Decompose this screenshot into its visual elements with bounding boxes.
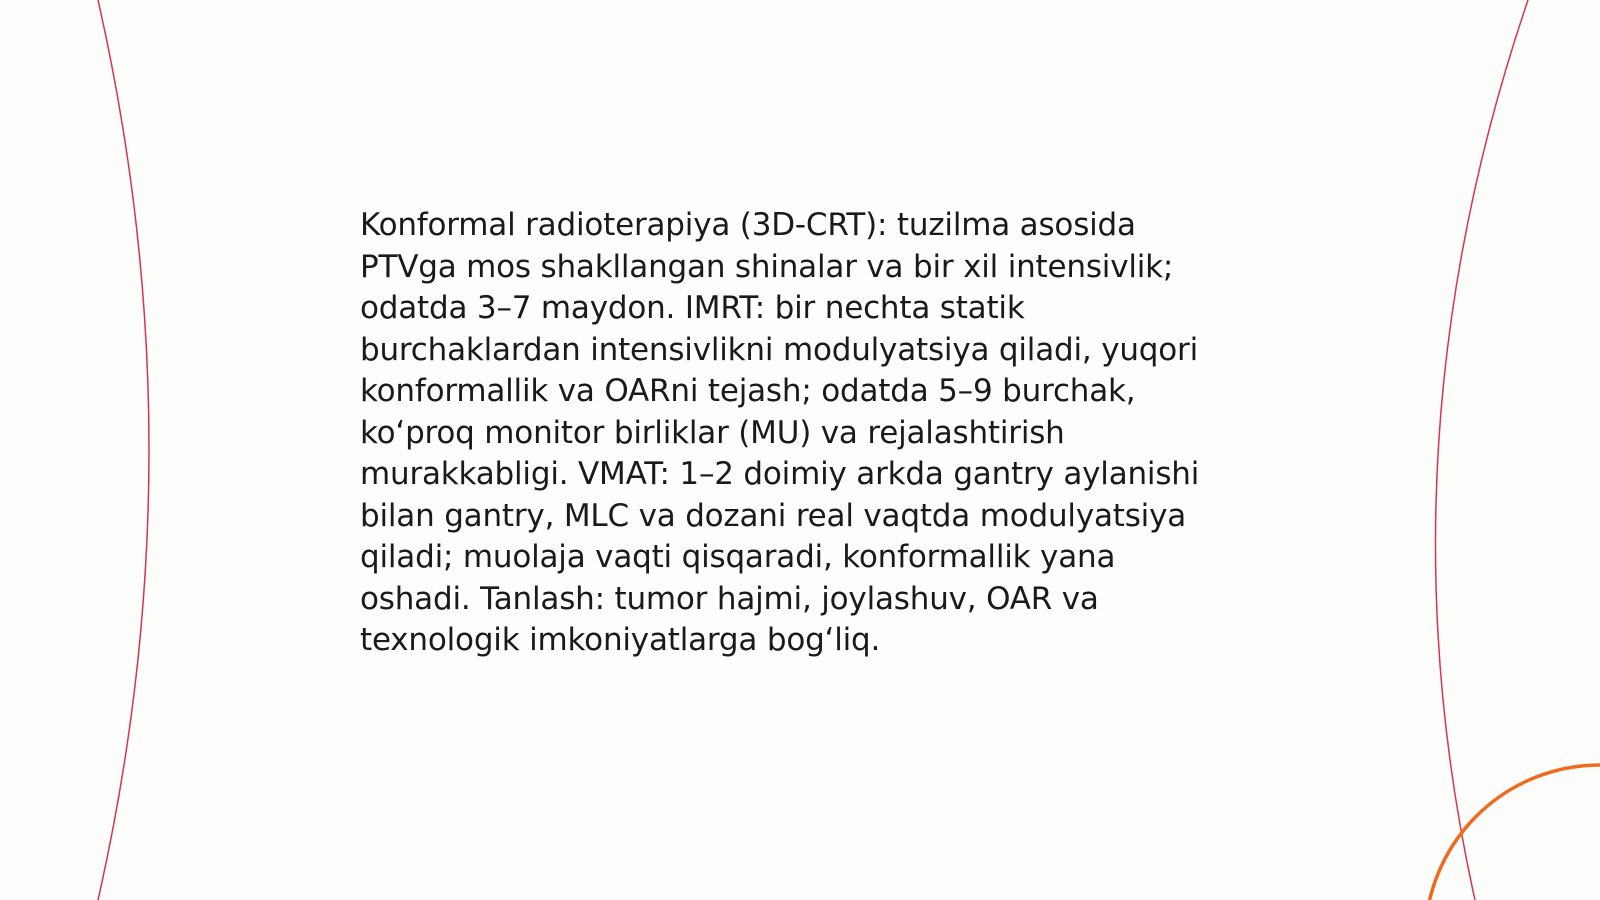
bottom-right-orange-arc	[1425, 765, 1600, 900]
right-red-arc	[1435, 0, 1528, 900]
slide-body-text: Konformal radioterapiya (3D-CRT): tuzilma asosida PTVga mos shakllangan shinalar va bir xil intensivlik; odatda 3–7 maydon. IMRT: bir nechta statik burchaklardan intensivlikni modulyatsiya qiladi, yuqori konformallik va OARni tejash; odatda 5–9 burchak, koʻproq monitor birliklar (MU) va rejalashtirish murakkabligi. VMAT: 1–2 doimiy arkda gantry aylanishi bilan gantry, MLC va dozani real vaqtda modulyatsiya qiladi; muolaja vaqti qisqaradi, konformallik yana oshadi. Tanlash: tumor hajmi, joylashuv, OAR va texnologik imkoniyatlarga bogʻliq.	[360, 207, 1200, 658]
left-red-arc	[98, 0, 149, 900]
